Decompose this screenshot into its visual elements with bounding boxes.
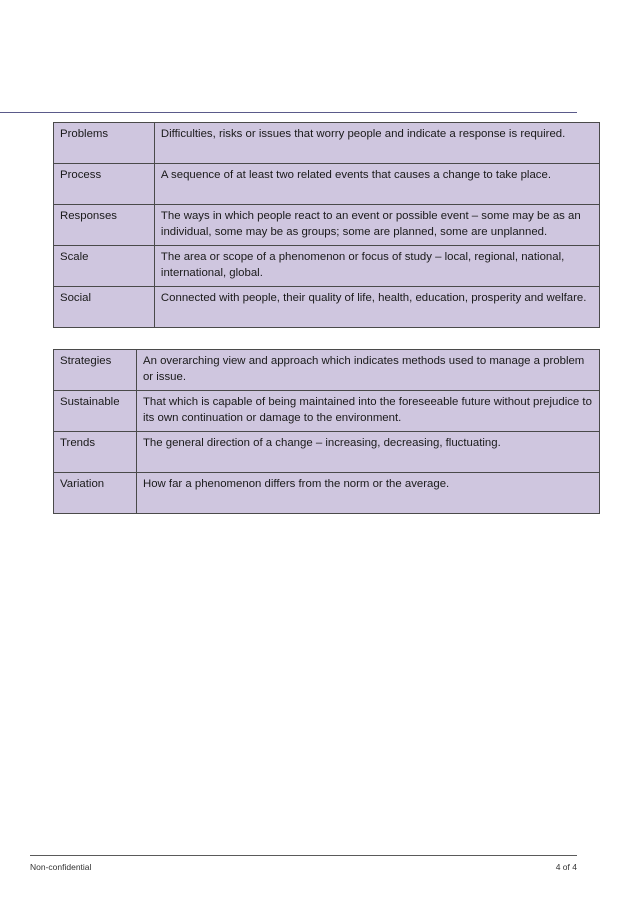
- footer-rule: [30, 855, 577, 856]
- term-cell: Problems: [54, 123, 155, 164]
- definition-cell: The general direction of a change – increasing, decreasing, fluctuating.: [136, 432, 599, 473]
- table-row: [54, 205, 600, 246]
- definition-cell: Connected with people, their quality of life, health, education, prosperity and welfare.: [154, 287, 599, 328]
- term-cell: Trends: [54, 432, 137, 473]
- definition-cell: How far a phenomenon differs from the norm or the average.: [136, 473, 599, 514]
- footer-page-number: 4 of 4: [555, 862, 577, 872]
- table-row: [54, 287, 600, 328]
- term-cell: Strategies: [54, 350, 137, 391]
- table-row: [54, 391, 600, 432]
- definition-cell: The ways in which people react to an event or possible event – some may be as an individual, some may be as groups; some are planned, some are unplanned.: [154, 205, 599, 246]
- table-row: [54, 473, 600, 514]
- term-cell: Responses: [54, 205, 155, 246]
- term-cell: Scale: [54, 246, 155, 287]
- table-row: [54, 350, 600, 391]
- footer-classification: Non-confidential: [30, 862, 92, 872]
- term-cell: Process: [54, 164, 155, 205]
- glossary-table-2: [53, 349, 600, 514]
- glossary-table-1: [53, 122, 600, 328]
- term-cell: Social: [54, 287, 155, 328]
- table-row: [54, 164, 600, 205]
- definition-cell: The area or scope of a phenomenon or focus of study – local, regional, national, international, global.: [154, 246, 599, 287]
- table-row: [54, 246, 600, 287]
- table-row: [54, 123, 600, 164]
- term-cell: Sustainable: [54, 391, 137, 432]
- header-rule: [0, 112, 577, 113]
- definition-cell: That which is capable of being maintained into the foreseeable future without prejudice to its own continuation or damage to the environment.: [136, 391, 599, 432]
- definition-cell: Difficulties, risks or issues that worry people and indicate a response is required.: [154, 123, 599, 164]
- definition-cell: An overarching view and approach which indicates methods used to manage a problem or issue.: [136, 350, 599, 391]
- term-cell: Variation: [54, 473, 137, 514]
- table-row: [54, 432, 600, 473]
- definition-cell: A sequence of at least two related events that causes a change to take place.: [154, 164, 599, 205]
